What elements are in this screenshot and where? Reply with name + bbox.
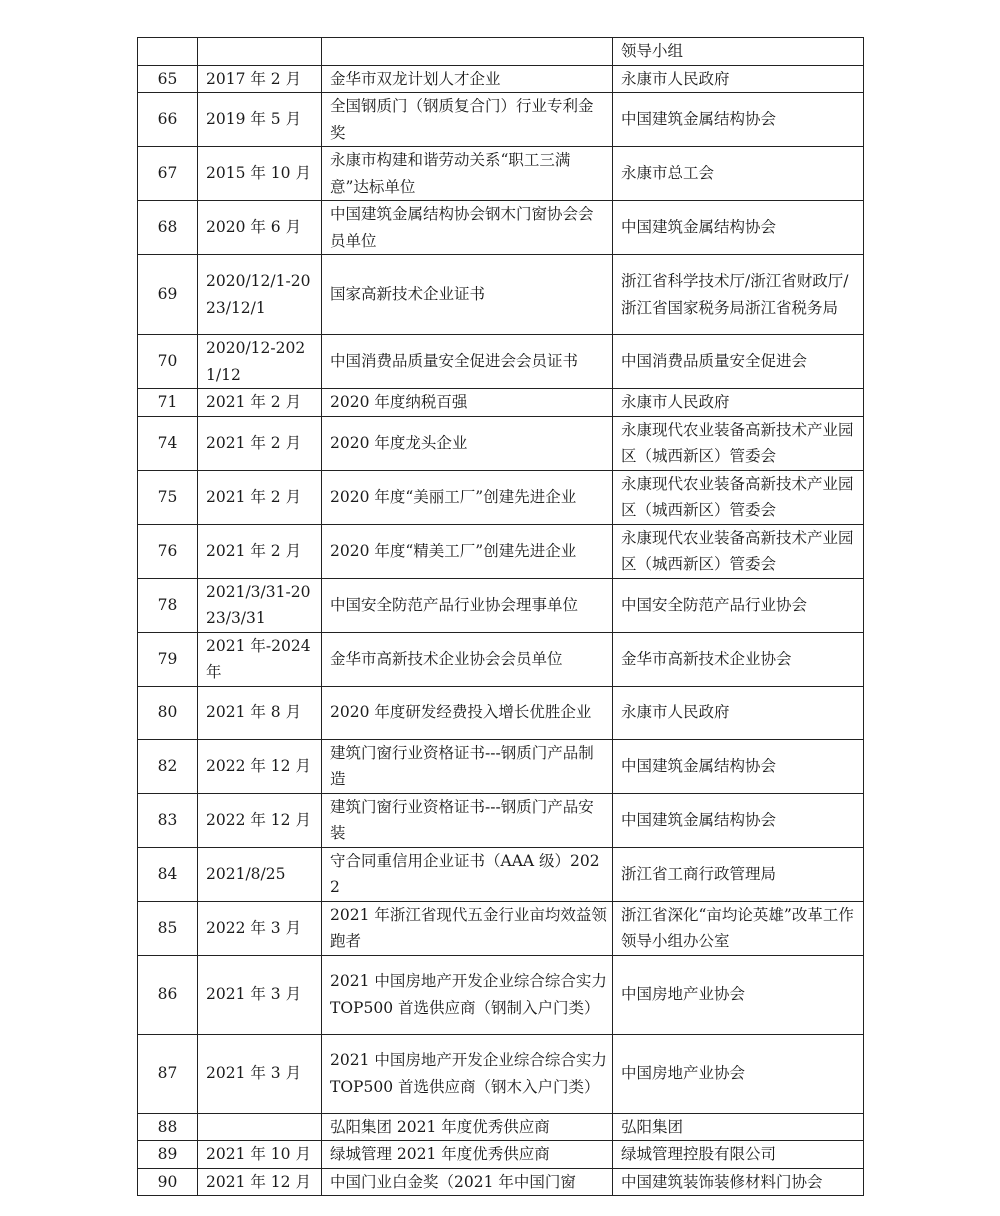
row-number-cell bbox=[138, 38, 198, 66]
honor-name-cell: 国家高新技术企业证书 bbox=[322, 255, 613, 335]
award-date-cell: 2021 年 2 月 bbox=[198, 470, 322, 524]
row-number-cell: 75 bbox=[138, 470, 198, 524]
issuing-authority-cell: 永康现代农业装备高新技术产业园区（城西新区）管委会 bbox=[613, 470, 864, 524]
honor-name-cell: 中国消费品质量安全促进会会员证书 bbox=[322, 335, 613, 389]
row-number-cell: 74 bbox=[138, 416, 198, 470]
row-number-cell: 89 bbox=[138, 1141, 198, 1169]
honor-name-cell: 2021 年浙江省现代五金行业亩均效益领跑者 bbox=[322, 901, 613, 955]
row-number-cell: 69 bbox=[138, 255, 198, 335]
table-row bbox=[138, 1113, 864, 1141]
honor-name-cell: 金华市双龙计划人才企业 bbox=[322, 65, 613, 93]
award-date-cell: 2021/3/31-2023/3/31 bbox=[198, 578, 322, 632]
table-row bbox=[138, 901, 864, 955]
honors-table bbox=[137, 37, 864, 1196]
honor-name-cell: 2020 年度“精美工厂”创建先进企业 bbox=[322, 524, 613, 578]
issuing-authority-cell: 永康市总工会 bbox=[613, 147, 864, 201]
honor-name-cell: 中国安全防范产品行业协会理事单位 bbox=[322, 578, 613, 632]
award-date-cell: 2020/12-2021/12 bbox=[198, 335, 322, 389]
table-row bbox=[138, 793, 864, 847]
issuing-authority-cell: 中国建筑金属结构协会 bbox=[613, 739, 864, 793]
honor-name-cell: 建筑门窗行业资格证书---钢质门产品安装 bbox=[322, 793, 613, 847]
honor-name-cell bbox=[322, 38, 613, 66]
award-date-cell: 2019 年 5 月 bbox=[198, 93, 322, 147]
row-number-cell: 79 bbox=[138, 632, 198, 686]
issuing-authority-cell: 永康现代农业装备高新技术产业园区（城西新区）管委会 bbox=[613, 524, 864, 578]
award-date-cell: 2022 年 12 月 bbox=[198, 793, 322, 847]
award-date-cell bbox=[198, 38, 322, 66]
issuing-authority-cell: 中国消费品质量安全促进会 bbox=[613, 335, 864, 389]
row-number-cell: 80 bbox=[138, 686, 198, 739]
honor-name-cell: 全国钢质门（钢质复合门）行业专利金奖 bbox=[322, 93, 613, 147]
honor-name-cell: 2020 年度龙头企业 bbox=[322, 416, 613, 470]
award-date-cell: 2020 年 6 月 bbox=[198, 201, 322, 255]
issuing-authority-cell: 永康市人民政府 bbox=[613, 65, 864, 93]
row-number-cell: 85 bbox=[138, 901, 198, 955]
award-date-cell: 2022 年 3 月 bbox=[198, 901, 322, 955]
table-row bbox=[138, 524, 864, 578]
issuing-authority-cell: 永康市人民政府 bbox=[613, 389, 864, 417]
honors-table-body bbox=[138, 38, 864, 1196]
table-row bbox=[138, 1168, 864, 1196]
issuing-authority-cell: 浙江省深化“亩均论英雄”改革工作领导小组办公室 bbox=[613, 901, 864, 955]
issuing-authority-cell: 中国建筑金属结构协会 bbox=[613, 93, 864, 147]
issuing-authority-cell: 中国房地产业协会 bbox=[613, 955, 864, 1034]
row-number-cell: 78 bbox=[138, 578, 198, 632]
honor-name-cell: 2020 年度纳税百强 bbox=[322, 389, 613, 417]
table-row bbox=[138, 739, 864, 793]
row-number-cell: 66 bbox=[138, 93, 198, 147]
table-row bbox=[138, 389, 864, 417]
row-number-cell: 87 bbox=[138, 1034, 198, 1113]
issuing-authority-cell: 中国房地产业协会 bbox=[613, 1034, 864, 1113]
issuing-authority-cell: 弘阳集团 bbox=[613, 1113, 864, 1141]
honor-name-cell: 绿城管理 2021 年度优秀供应商 bbox=[322, 1141, 613, 1169]
honor-name-cell: 建筑门窗行业资格证书---钢质门产品制造 bbox=[322, 739, 613, 793]
table-row bbox=[138, 847, 864, 901]
award-date-cell bbox=[198, 1113, 322, 1141]
issuing-authority-cell: 永康现代农业装备高新技术产业园区（城西新区）管委会 bbox=[613, 416, 864, 470]
table-row bbox=[138, 1034, 864, 1113]
honor-name-cell: 中国门业白金奖（2021 年中国门窗 bbox=[322, 1168, 613, 1196]
table-row bbox=[138, 578, 864, 632]
table-row bbox=[138, 147, 864, 201]
award-date-cell: 2015 年 10 月 bbox=[198, 147, 322, 201]
table-row bbox=[138, 38, 864, 66]
honor-name-cell: 2021 中国房地产开发企业综合综合实力 TOP500 首选供应商（钢木入户门类） bbox=[322, 1034, 613, 1113]
table-row bbox=[138, 201, 864, 255]
issuing-authority-cell: 浙江省工商行政管理局 bbox=[613, 847, 864, 901]
table-row bbox=[138, 1141, 864, 1169]
issuing-authority-cell: 领导小组 bbox=[613, 38, 864, 66]
honor-name-cell: 金华市高新技术企业协会会员单位 bbox=[322, 632, 613, 686]
award-date-cell: 2021 年 2 月 bbox=[198, 416, 322, 470]
award-date-cell: 2021 年 2 月 bbox=[198, 389, 322, 417]
honor-name-cell: 中国建筑金属结构协会钢木门窗协会会员单位 bbox=[322, 201, 613, 255]
award-date-cell: 2021 年 12 月 bbox=[198, 1168, 322, 1196]
honor-name-cell: 2020 年度“美丽工厂”创建先进企业 bbox=[322, 470, 613, 524]
issuing-authority-cell: 中国建筑装饰装修材料门协会 bbox=[613, 1168, 864, 1196]
row-number-cell: 67 bbox=[138, 147, 198, 201]
award-date-cell: 2021 年 10 月 bbox=[198, 1141, 322, 1169]
issuing-authority-cell: 中国建筑金属结构协会 bbox=[613, 201, 864, 255]
row-number-cell: 86 bbox=[138, 955, 198, 1034]
award-date-cell: 2021 年 2 月 bbox=[198, 524, 322, 578]
table-row bbox=[138, 632, 864, 686]
table-row bbox=[138, 470, 864, 524]
table-row bbox=[138, 93, 864, 147]
award-date-cell: 2017 年 2 月 bbox=[198, 65, 322, 93]
table-row bbox=[138, 335, 864, 389]
row-number-cell: 70 bbox=[138, 335, 198, 389]
table-row bbox=[138, 955, 864, 1034]
table-row bbox=[138, 65, 864, 93]
issuing-authority-cell: 浙江省科学技术厅/浙江省财政厅/浙江省国家税务局浙江省税务局 bbox=[613, 255, 864, 335]
row-number-cell: 71 bbox=[138, 389, 198, 417]
honor-name-cell: 2020 年度研发经费投入增长优胜企业 bbox=[322, 686, 613, 739]
table-row bbox=[138, 255, 864, 335]
honor-name-cell: 弘阳集团 2021 年度优秀供应商 bbox=[322, 1113, 613, 1141]
table-row bbox=[138, 416, 864, 470]
row-number-cell: 90 bbox=[138, 1168, 198, 1196]
row-number-cell: 65 bbox=[138, 65, 198, 93]
award-date-cell: 2021 年-2024 年 bbox=[198, 632, 322, 686]
issuing-authority-cell: 金华市高新技术企业协会 bbox=[613, 632, 864, 686]
award-date-cell: 2022 年 12 月 bbox=[198, 739, 322, 793]
table-row bbox=[138, 686, 864, 739]
honor-name-cell: 守合同重信用企业证书（AAA 级）2022 bbox=[322, 847, 613, 901]
row-number-cell: 84 bbox=[138, 847, 198, 901]
honor-name-cell: 2021 中国房地产开发企业综合综合实力 TOP500 首选供应商（钢制入户门类） bbox=[322, 955, 613, 1034]
row-number-cell: 68 bbox=[138, 201, 198, 255]
award-date-cell: 2021 年 3 月 bbox=[198, 1034, 322, 1113]
row-number-cell: 82 bbox=[138, 739, 198, 793]
row-number-cell: 88 bbox=[138, 1113, 198, 1141]
row-number-cell: 76 bbox=[138, 524, 198, 578]
issuing-authority-cell: 中国安全防范产品行业协会 bbox=[613, 578, 864, 632]
award-date-cell: 2021/8/25 bbox=[198, 847, 322, 901]
honor-name-cell: 永康市构建和谐劳动关系“职工三满意”达标单位 bbox=[322, 147, 613, 201]
issuing-authority-cell: 永康市人民政府 bbox=[613, 686, 864, 739]
award-date-cell: 2020/12/1-2023/12/1 bbox=[198, 255, 322, 335]
issuing-authority-cell: 中国建筑金属结构协会 bbox=[613, 793, 864, 847]
award-date-cell: 2021 年 8 月 bbox=[198, 686, 322, 739]
issuing-authority-cell: 绿城管理控股有限公司 bbox=[613, 1141, 864, 1169]
award-date-cell: 2021 年 3 月 bbox=[198, 955, 322, 1034]
row-number-cell: 83 bbox=[138, 793, 198, 847]
